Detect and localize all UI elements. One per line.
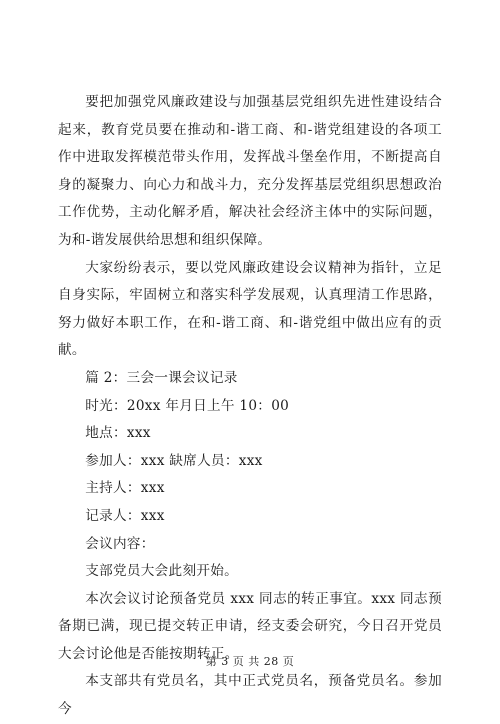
document-body [58,89,442,724]
page-footer: 第 3 页 共 28 页 [205,655,295,668]
paragraph-agenda: 本次会议讨论预备党员 xxx 同志的转正事宜。xxx 同志预备期已满，现已提交转正申请，经支委会研究，今日召开党员大会讨论他是否能按期转正。 [58,590,442,662]
paragraph-membership: 本支部共有党员名，其中正式党员名，预备党员名。参加今 [58,673,442,718]
section-heading: 篇 2：三会一课会议记录 [85,369,238,386]
meeting-content-label: 会议内容： [85,535,155,552]
paragraph-party-building: 要把加强党风廉政建设与加强基层党组织先进性建设结合起来，教育党员要在推动和-谐工商、和-谐党组建设的各项工作中进取发挥模范带头作用，发挥战斗堡垒作用，不断提高自身的凝聚力、向心力和战斗力，充分发挥基层党组织思想政治工作优势，主动化解矛盾，解决社会经济主体中的实际问题，为和-谐发展供给思想和组织保障。 [58,94,442,248]
meeting-recorder: 记录人：xxx [85,507,165,524]
meeting-start: 支部党员大会此刻开始。 [85,563,239,580]
meeting-host: 主持人：xxx [85,480,165,497]
meeting-time: 时光：20xx 年月日上午 10：00 [85,397,290,414]
meeting-place: 地点：xxx [85,425,151,442]
paragraph-commitment: 大家纷纷表示，要以党风廉政建设会议精神为指针，立足自身实际，牢固树立和落实科学发展观，认真理清工作思路，努力做好本职工作，在和-谐工商、和-谐党组中做出应有的贡献。 [58,259,442,359]
meeting-attendees: 参加人：xxx 缺席人员：xxx [85,452,263,469]
